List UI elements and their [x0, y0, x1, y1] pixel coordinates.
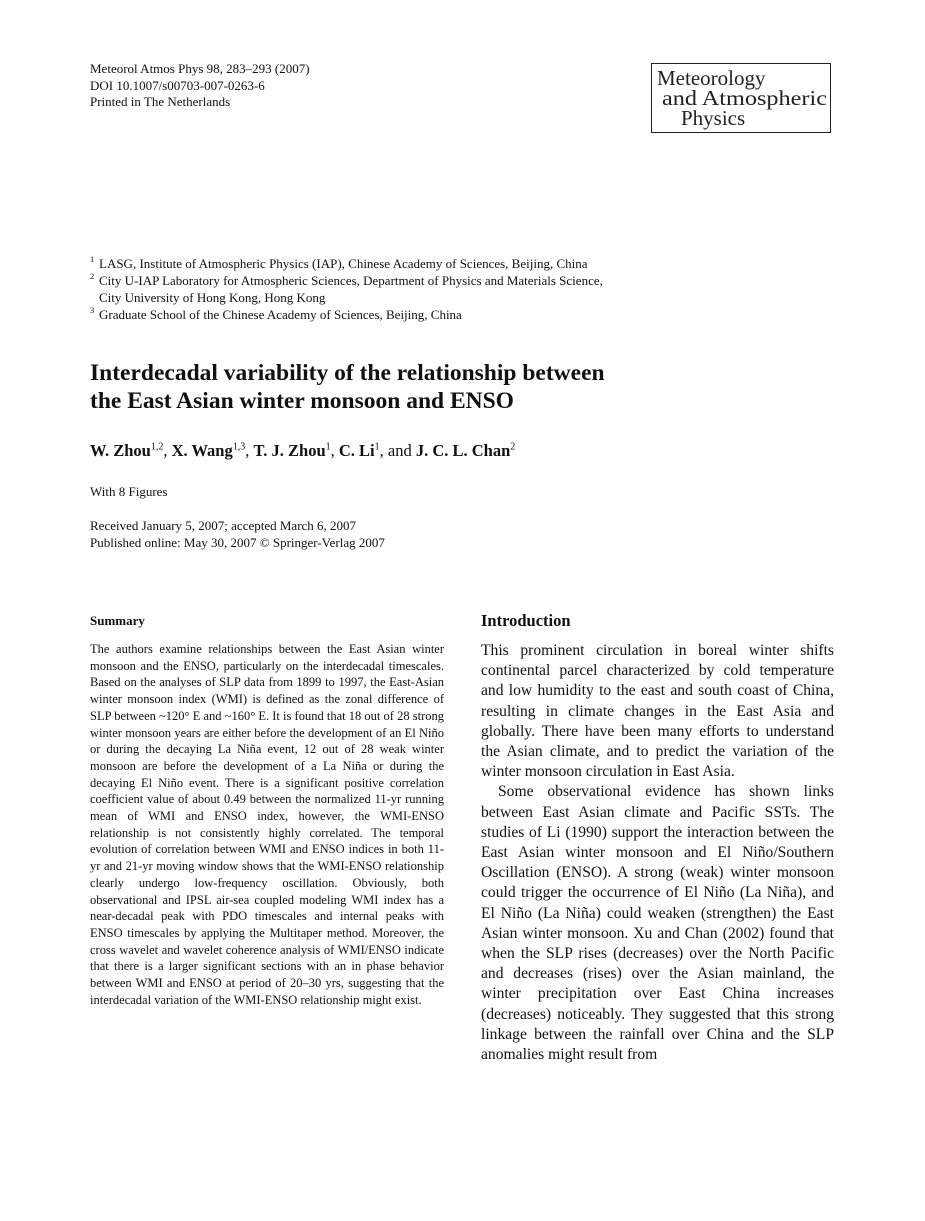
affiliation-text: City U-IAP Laboratory for Atmospheric Sciences, Department of Physics and Materials Science,	[99, 273, 603, 288]
author-affiliation-ref: 2	[510, 441, 516, 453]
published-date: Published online: May 30, 2007 © Springer-Verlag 2007	[90, 535, 385, 550]
logo-line-1: Meteorology	[657, 66, 766, 90]
introduction-paragraph-2: Some observational evidence has shown links between East Asian climate and Pacific SSTs. The studies of Li (1990) support the interaction between the East Asian winter monsoon and El Niño/Southern Oscillation (ENSO). A strong (weak) winter monsoon could trigger the occurrence of El Niño (La Niña), and El Niño (La Niña) could weaken (strengthen) the East Asian winter monsoon. Xu and Chan (2002) found that when the SLP rises (decreases) over the North Pacific and decreases (rises) over the Asian mainland, the winter precipitation over East China increases (decreases) noticeably. They suggested that this strong linkage between the rainfall over China and the SLP anomalies might result from	[481, 783, 834, 1064]
author-name: T. J. Zhou	[253, 441, 326, 460]
logo-line-2: and Atmospheric	[662, 86, 827, 110]
affiliation-1	[90, 255, 603, 272]
author-name: J. C. L. Chan	[415, 441, 511, 460]
affiliation-text-cont: City University of Hong Kong, Hong Kong	[99, 290, 326, 305]
affiliation-number: 2	[90, 271, 95, 281]
introduction-body	[481, 641, 834, 1065]
title-line-2: the East Asian winter monsoon and ENSO	[90, 388, 514, 414]
summary-heading: Summary	[90, 613, 145, 628]
author-name: C. Li	[338, 441, 375, 460]
introduction-paragraph-1: This prominent circulation in boreal winter shifts continental parcel characterized by cold temperature and low humidity to the east and south coast of China, resulting in climate changes in the East Asia and globally. There have been many efforts to understand the Asian climate, and to predict the variation of the winter monsoon circulation in East Asia.	[481, 642, 834, 781]
author-list: W. Zhou$^{1,2}$, X. Wang$^{1,3}$, T. J. Zhou$^1$, C. Li$^1$, and J. C. L. Chan$^2$	[90, 441, 516, 460]
affiliation-number: 1	[90, 254, 95, 264]
affiliation-text: Graduate School of the Chinese Academy of Sciences, Beijing, China	[99, 307, 462, 322]
affiliation-2	[90, 272, 603, 306]
affiliation-text: LASG, Institute of Atmospheric Physics (IAP), Chinese Academy of Sciences, Beijing, China	[99, 256, 588, 271]
figures-note: With 8 Figures	[90, 484, 168, 499]
printed-line: Printed in The Netherlands	[90, 94, 231, 109]
paper-title	[90, 359, 710, 415]
summary-text: The authors examine relationships between the East Asian winter monsoon and the ENSO, particularly on the interdecadal timescales. Based on the analyses of SLP data from 1899 to 1997, the East-Asian winter monsoon index (WMI) is defined as the zonal difference of SLP between ~120° E and ~160° E. It is found that 18 out of 28 strong winter monsoon years are either before the development of an El Niño or during the decaying La Niña event, 12 out of 28 weak winter monsoon are before the development of a La Niña or during the decaying El Niño event. There is a significant positive correlation coefficient value of about 0.49 between the normalized 11-yr running mean of WMI and ENSO index, however, the WMI-ENSO relationship is not consistently highly correlated. The temporal evolution of correlation between WMI and ENSO indices in both 11-yr and 21-yr moving window shows that the WMI-ENSO relationship clearly undergo low-frequency oscillation. Obviously, both observational and IPSL air-sea coupled modeling WMI index has a near-decadal peak with PDO timescales and internal peaks with ENSO timescales by applying the Multitaper method. Moreover, the cross wavelet and wavelet coherence analysis of WMI/ENSO indicate that there is a larger significant sections with an in phase behavior between WMI and ENSO at period of 20–30 yrs, suggesting that the interdecadal variation of the WMI-ENSO relationship might exist.	[90, 642, 444, 1007]
affiliation-number: 3	[90, 305, 95, 315]
author-affiliation-ref: 1	[325, 441, 331, 453]
author-affiliation-ref: 1,3	[232, 441, 246, 453]
author-name: X. Wang	[171, 441, 233, 460]
title-line-1: Interdecadal variability of the relationship between	[90, 360, 605, 386]
received-date: Received January 5, 2007; accepted March 6, 2007	[90, 518, 357, 533]
publication-dates	[90, 517, 385, 551]
affiliations	[90, 255, 603, 323]
journal-logo	[651, 63, 831, 133]
doi-line: DOI 10.1007/s00703-007-0263-6	[90, 77, 265, 93]
journal-citation-block	[90, 61, 310, 111]
author-affiliation-ref: 1	[374, 441, 380, 453]
citation-line: Meteorol Atmos Phys 98, 283–293 (2007)	[90, 61, 310, 76]
author-affiliation-ref: 1,2	[150, 441, 164, 453]
introduction-heading: Introduction	[481, 611, 571, 630]
author-name: W. Zhou	[90, 441, 151, 460]
affiliation-3	[90, 306, 603, 323]
logo-line-3: Physics	[681, 106, 746, 130]
